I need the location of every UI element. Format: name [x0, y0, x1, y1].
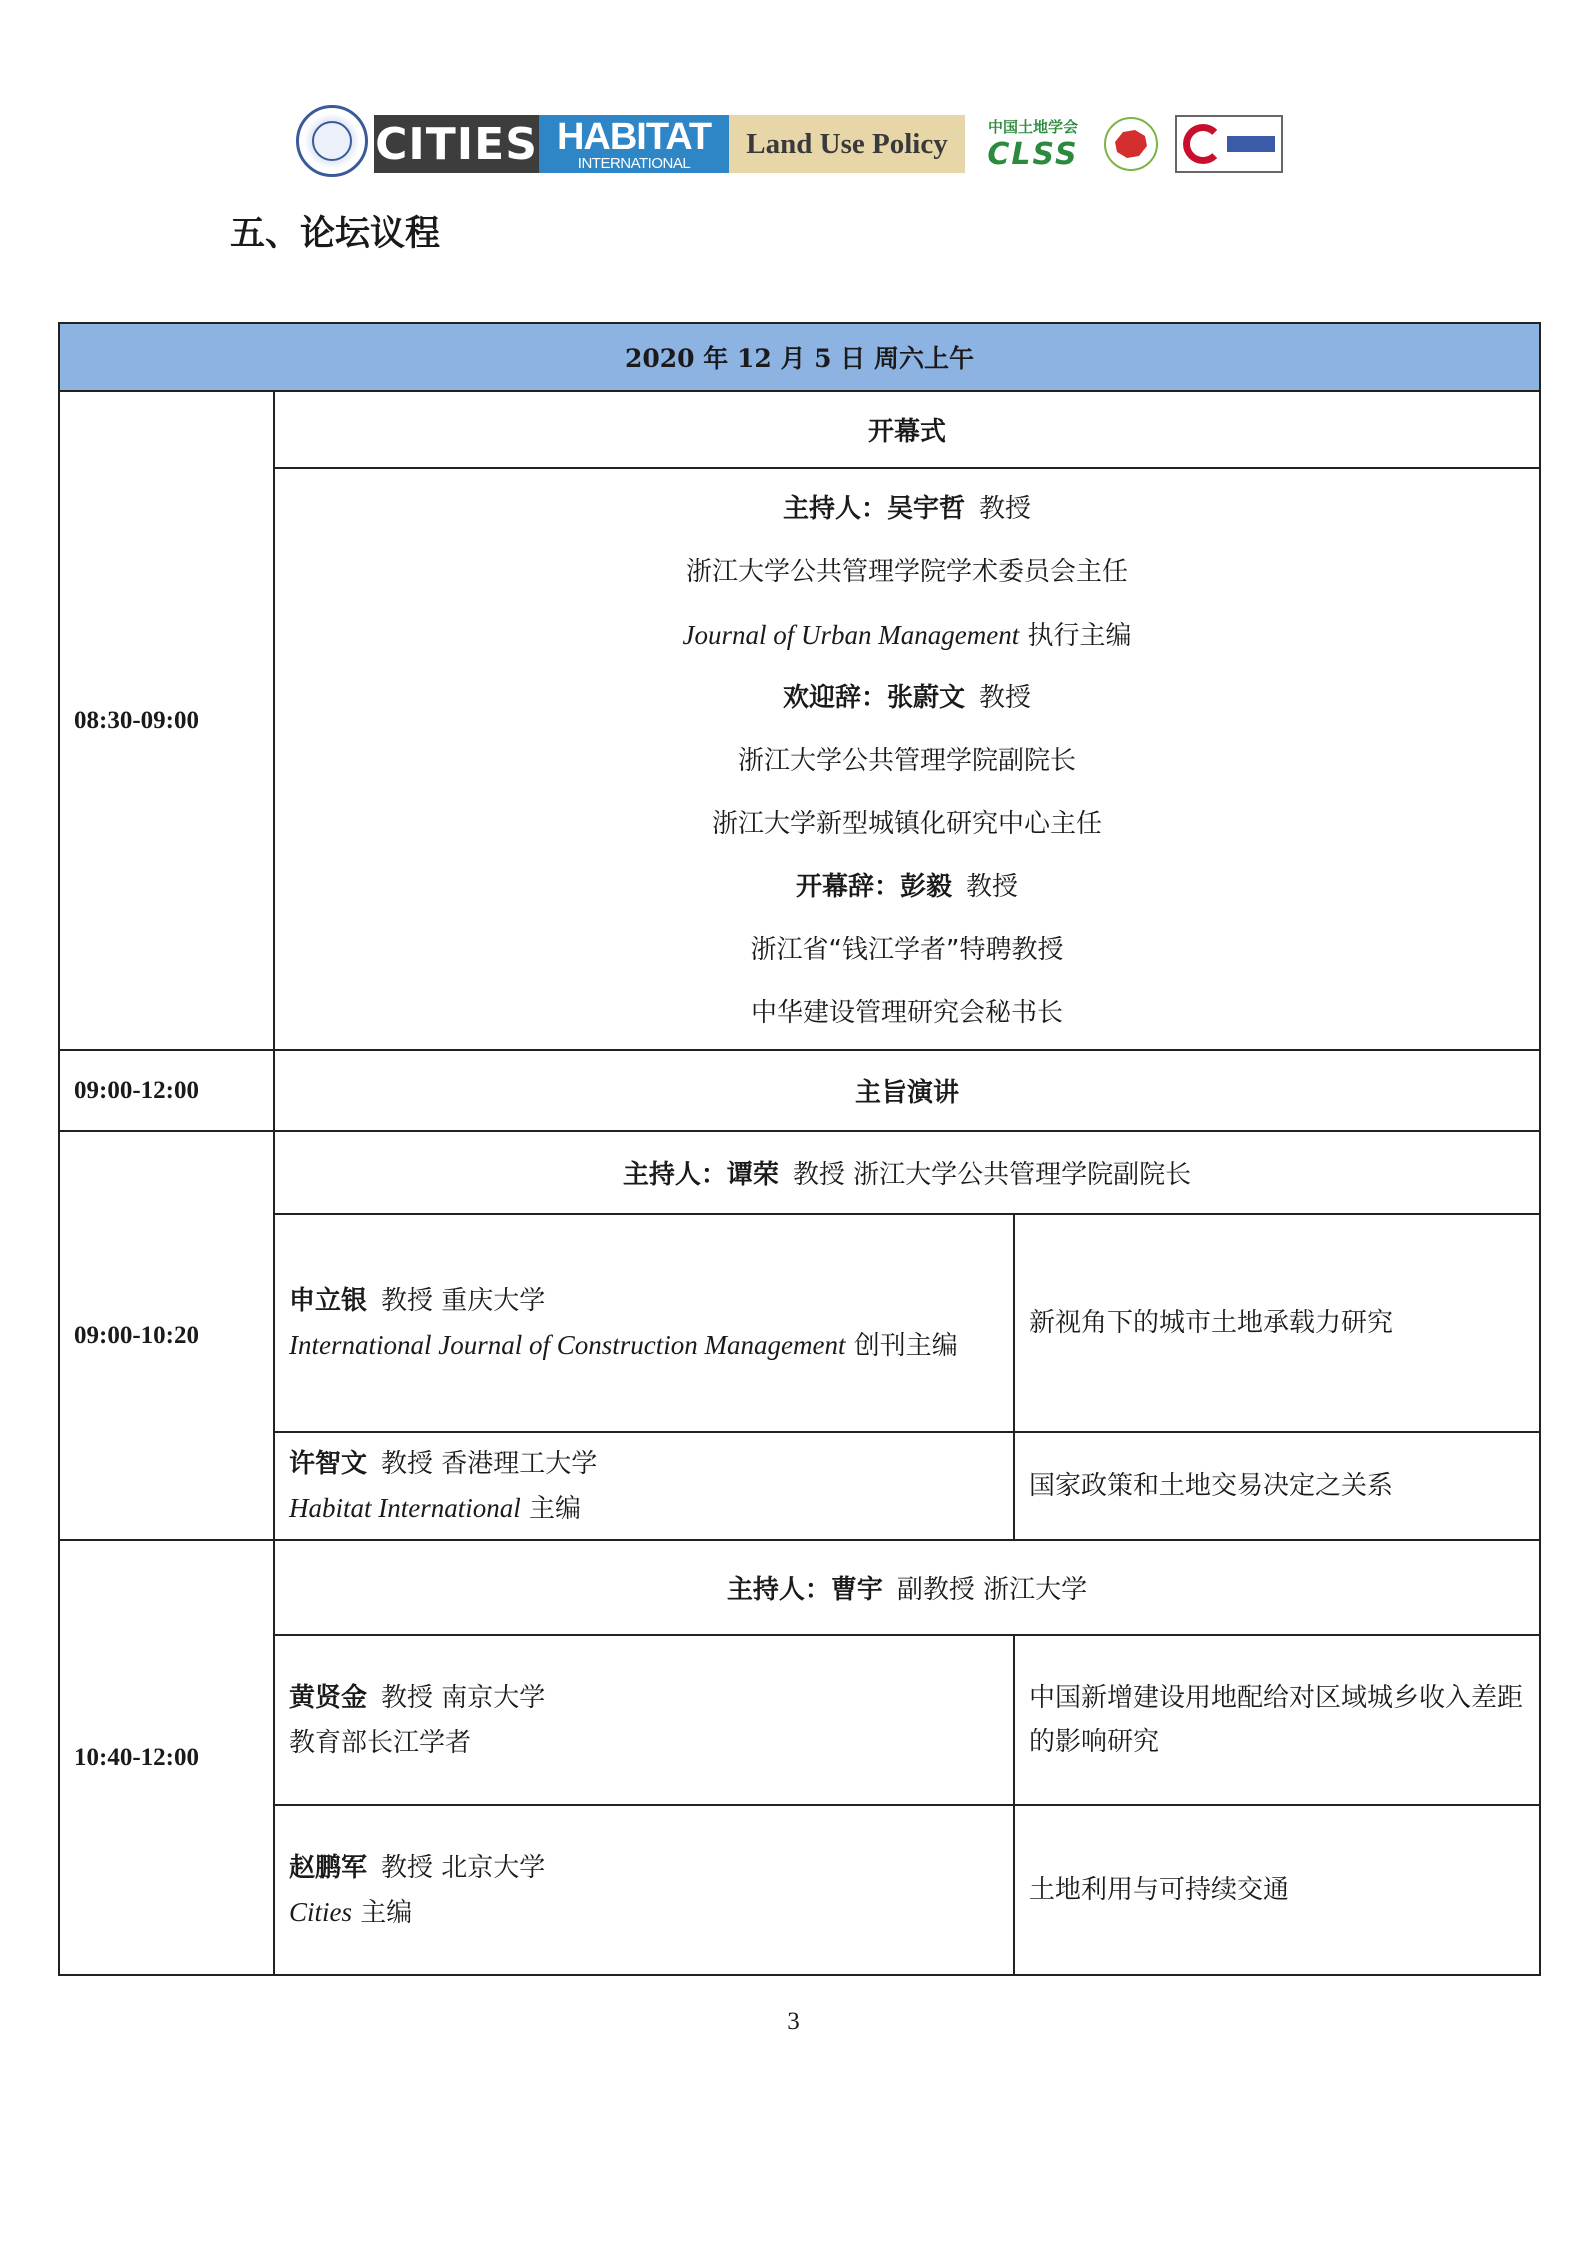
session2-talk-row — [59, 1635, 1540, 1805]
opening-details — [274, 468, 1540, 1050]
china-land-science-society-logo: 中国土地学会 CLSS — [987, 118, 1079, 172]
session2-talk2-speaker: 赵鹏军 教授 北京大学 Cities 主编 — [274, 1805, 1014, 1975]
keynote-time: 09:00-12:00 — [59, 1050, 274, 1131]
logo-strip — [296, 112, 1283, 176]
session1-host: 主持人：谭荣 教授 浙江大学公共管理学院副院长 — [274, 1131, 1540, 1214]
session1-talk-row — [59, 1214, 1540, 1432]
session2-host-row — [59, 1540, 1540, 1635]
opening-title-row — [59, 391, 1540, 468]
agenda-date-header: 2020 年 12 月 5 日 周六上午 — [59, 323, 1540, 391]
session2-talk2-topic: 土地利用与可持续交通 — [1014, 1805, 1540, 1975]
section-title: 五、论坛议程 — [230, 214, 441, 254]
session2-time: 10:40-12:00 — [59, 1540, 274, 1975]
opening-details-row — [59, 468, 1540, 1050]
session1-talk-row — [59, 1432, 1540, 1540]
opening-time: 08:30-09:00 — [59, 391, 274, 1050]
opening-title: 开幕式 — [274, 391, 1540, 468]
construction-management-logo — [1175, 115, 1283, 173]
agenda-table — [58, 322, 1541, 1976]
session1-talk2-speaker: 许智文 教授 香港理工大学 Habitat International 主编 — [274, 1432, 1014, 1540]
habitat-international-logo: HABITAT INTERNATIONAL — [539, 115, 729, 173]
keynote-title: 主旨演讲 — [274, 1050, 1540, 1131]
session1-host-row — [59, 1131, 1540, 1214]
china-map-logo — [1101, 112, 1161, 176]
session1-talk1-speaker: 申立银 教授 重庆大学 International Journal of Construction Management 创刊主编 — [274, 1214, 1014, 1432]
opening-host-affiliation: 浙江大学公共管理学院学术委员会主任 — [685, 557, 1128, 587]
agenda-header-row — [59, 323, 1540, 391]
opening-speech-speaker: 开幕辞：彭毅 教授 — [795, 872, 1019, 902]
opening-speech-affiliation-2: 中华建设管理研究会秘书长 — [750, 998, 1063, 1028]
page-number: 3 — [787, 2008, 800, 2035]
session2-talk1-topic: 中国新增建设用地配给对区域城乡收入差距的影响研究 — [1014, 1635, 1540, 1805]
cities-journal-logo: CITIES — [374, 115, 539, 173]
opening-host: 主持人：吴宇哲 教授 — [782, 494, 1032, 524]
session2-talk-row — [59, 1805, 1540, 1975]
session1-talk2-topic: 国家政策和土地交易决定之关系 — [1014, 1432, 1540, 1540]
session1-time: 09:00-10:20 — [59, 1131, 274, 1540]
opening-speech-affiliation-1: 浙江省“钱江学者”特聘教授 — [750, 935, 1064, 965]
opening-host-role: Journal of Urban Management 执行主编 — [682, 620, 1132, 651]
session2-host: 主持人：曹宇 副教授 浙江大学 — [274, 1540, 1540, 1635]
session1-talk1-topic: 新视角下的城市土地承载力研究 — [1014, 1214, 1540, 1432]
zhejiang-university-logo — [296, 105, 368, 177]
opening-welcome-affiliation-2: 浙江大学新型城镇化研究中心主任 — [711, 809, 1102, 839]
session2-talk1-speaker: 黄贤金 教授 南京大学 教育部长江学者 — [274, 1635, 1014, 1805]
opening-welcome-speaker: 欢迎辞：张蔚文 教授 — [782, 683, 1032, 713]
opening-welcome-affiliation-1: 浙江大学公共管理学院副院长 — [737, 746, 1076, 776]
keynote-row — [59, 1050, 1540, 1131]
land-use-policy-logo: Land Use Policy — [729, 115, 965, 173]
